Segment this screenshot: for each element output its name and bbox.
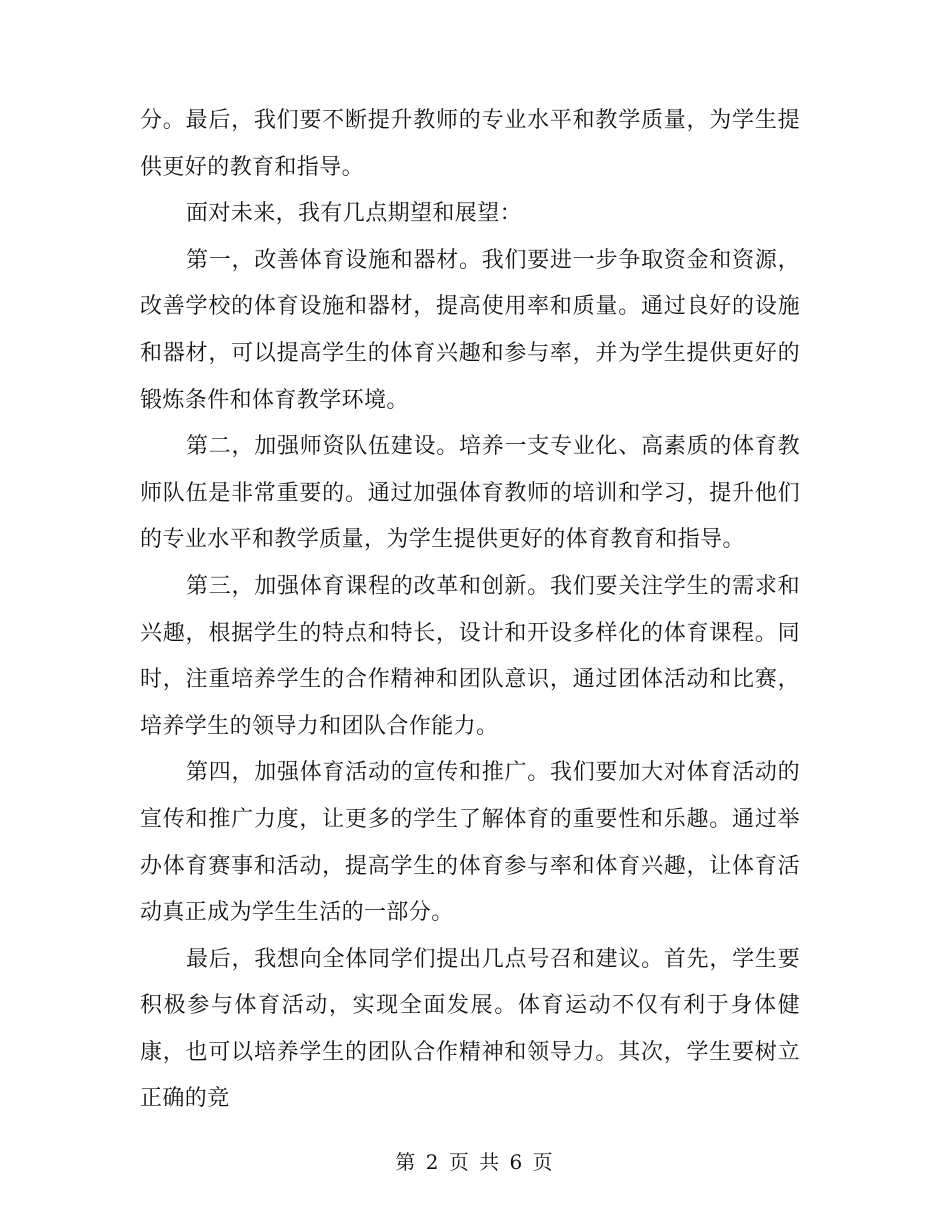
paragraph-7: 最后，我想向全体同学们提出几点号召和建议。首先，学生要积极参与体育活动，实现全面发展。体育运动不仅有利于身体健康，也可以培养学生的团队合作精神和领导力。其次，学生要树立正确的竞 — [140, 946, 800, 1112]
document-page — [140, 98, 800, 1123]
paragraph-6: 第四，加强体育活动的宣传和推广。我们要加大对体育活动的宣传和推广力度，让更多的学生了解体育的重要性和乐趣。通过举办体育赛事和活动，提高学生的体育参与率和体育兴趣，让体育活动真正成为学生生活的一部分。 — [140, 760, 800, 926]
paragraph-2: 面对未来，我有几点期望和展望： — [186, 201, 523, 227]
page-number-footer: 第 2 页 共 6 页 — [395, 1150, 555, 1174]
paragraph-5: 第三，加强体育课程的改革和创新。我们要关注学生的需求和兴趣，根据学生的特点和特长，设计和开设多样化的体育课程。同时，注重培养学生的合作精神和团队意识，通过团体活动和比赛，培养学生的领导力和团队合作能力。 — [140, 573, 800, 739]
paragraph-1: 分。最后，我们要不断提升教师的专业水平和教学质量，为学生提供更好的教育和指导。 — [140, 108, 800, 180]
paragraph-4: 第二，加强师资队伍建设。培养一支专业化、高素质的体育教师队伍是非常重要的。通过加强体育教师的培训和学习，提升他们的专业水平和教学质量，为学生提供更好的体育教育和指导。 — [140, 434, 800, 553]
paragraph-3: 第一，改善体育设施和器材。我们要进一步争取资金和资源，改善学校的体育设施和器材，提高使用率和质量。通过良好的设施和器材，可以提高学生的体育兴趣和参与率，并为学生提供更好的锻炼条件和体育教学环境。 — [140, 247, 800, 413]
